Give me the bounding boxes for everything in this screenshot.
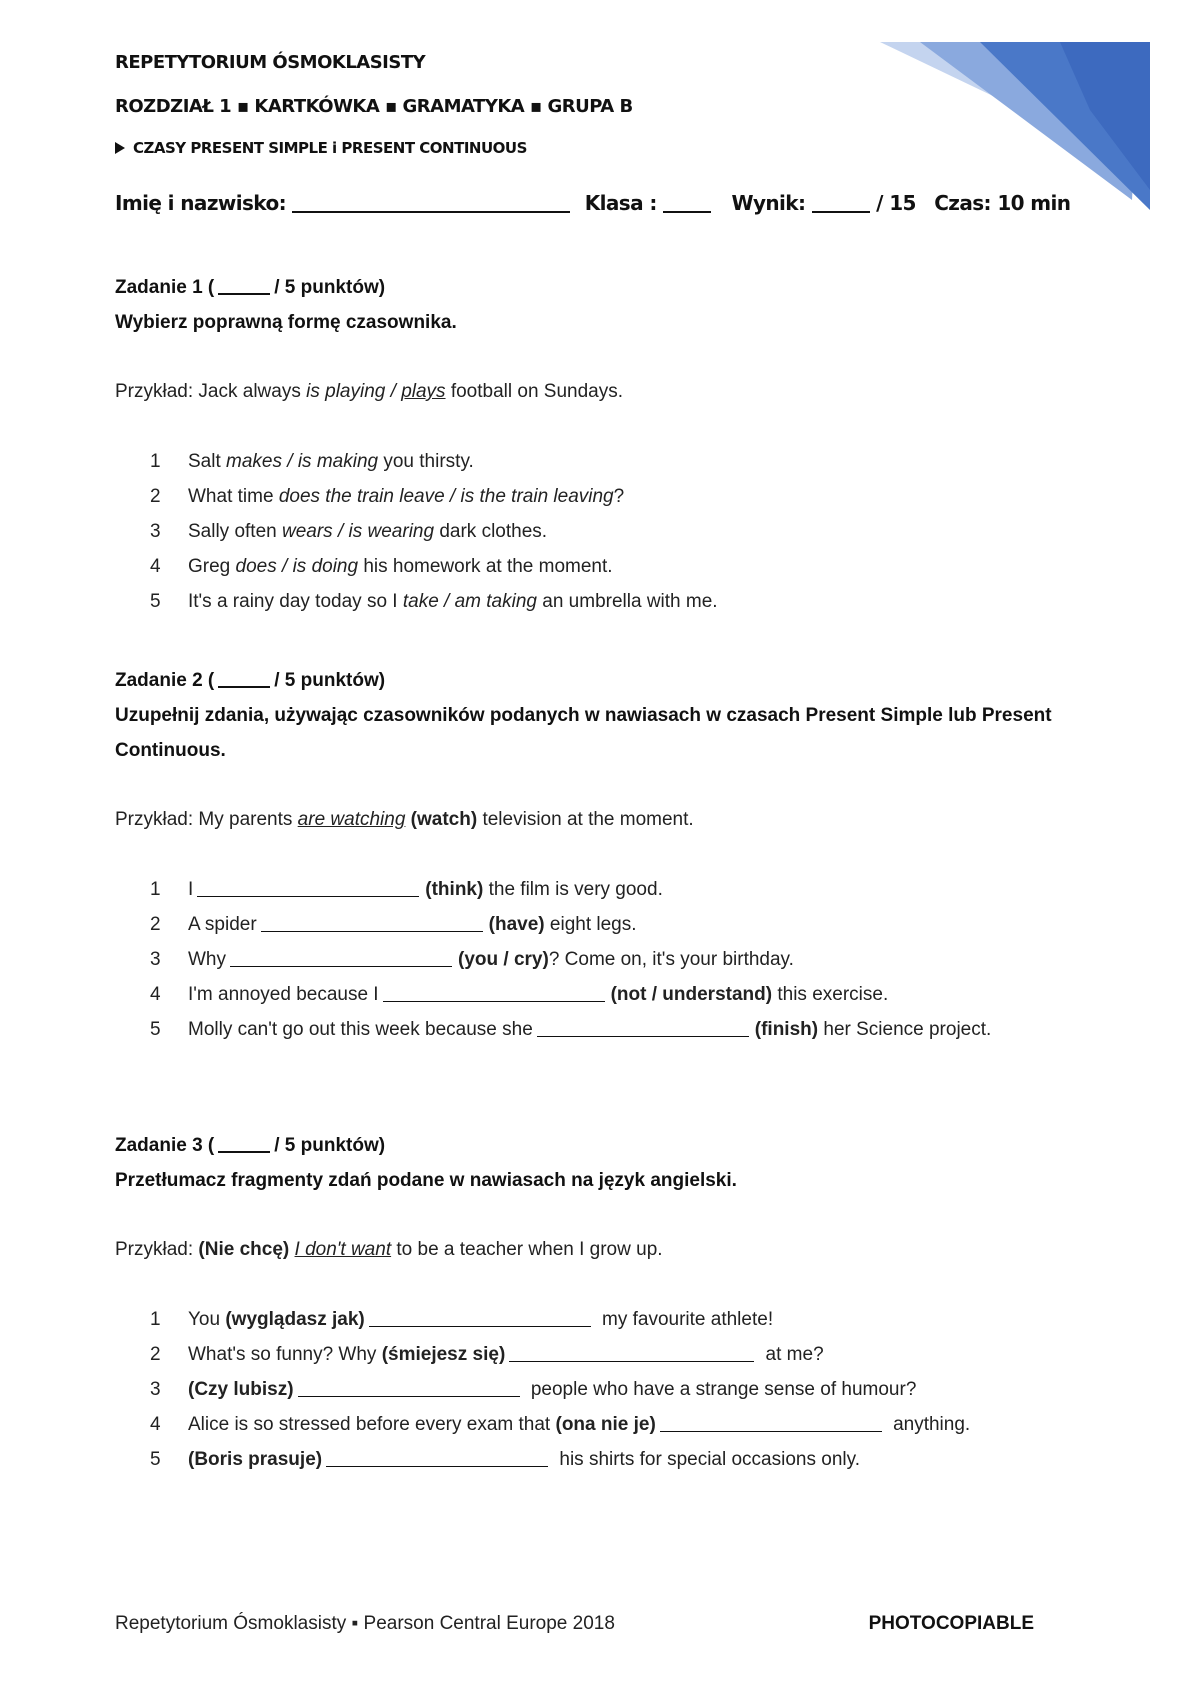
item-text-end: dark clothes. bbox=[434, 521, 548, 542]
example-prefix: Przykład: bbox=[115, 1239, 199, 1260]
list-item bbox=[150, 977, 991, 1012]
item-number: 2 bbox=[150, 1344, 161, 1365]
list-item bbox=[150, 479, 718, 514]
item-text: I'm annoyed because I bbox=[188, 984, 379, 1005]
item-number: 5 bbox=[150, 1019, 161, 1040]
task1-points: / 5 punktów) bbox=[274, 277, 386, 298]
item-number: 1 bbox=[150, 451, 161, 472]
task3-list bbox=[150, 1302, 970, 1477]
task3-instruction: Przetłumacz fragmenty zdań podane w nawiasach na język angielski. bbox=[115, 1170, 737, 1191]
topic-text: CZASY PRESENT SIMPLE i PRESENT CONTINUOUS bbox=[133, 139, 527, 157]
list-item bbox=[150, 1012, 991, 1047]
footer-copyright: Repetytorium Ósmoklasisty ▪ Pearson Central Europe 2018 bbox=[115, 1613, 615, 1634]
example-phrase: (Nie chcę) bbox=[198, 1239, 290, 1260]
item-text-end: this exercise. bbox=[772, 984, 889, 1005]
task2-example bbox=[115, 809, 694, 831]
item-text-end: you thirsty. bbox=[378, 451, 474, 472]
task2-points: / 5 punktów) bbox=[274, 670, 386, 691]
item-text-end: ? Come on, it's your birthday. bbox=[548, 949, 794, 970]
task1-points-field[interactable] bbox=[218, 277, 270, 295]
task1-title bbox=[115, 277, 385, 299]
student-info-row bbox=[115, 191, 1070, 215]
example-prefix: Przykład: Jack always bbox=[115, 381, 307, 402]
task1-example bbox=[115, 381, 623, 403]
list-item bbox=[150, 1407, 970, 1442]
item-text-end: the film is very good. bbox=[483, 879, 663, 900]
item-options[interactable]: does the train leave / is the train leaving bbox=[278, 486, 614, 507]
worksheet-title: REPETYTORIUM ÓSMOKLASISTY bbox=[115, 52, 426, 73]
list-item bbox=[150, 942, 991, 977]
item-text-end: people who have a strange sense of humour? bbox=[525, 1379, 917, 1400]
class-label: Klasa : bbox=[584, 191, 657, 215]
item-text: A spider bbox=[188, 914, 257, 935]
list-item bbox=[150, 584, 718, 619]
item-number: 4 bbox=[150, 984, 161, 1005]
list-item bbox=[150, 1302, 970, 1337]
item-text-end: her Science project. bbox=[818, 1019, 992, 1040]
answer-blank[interactable] bbox=[298, 1379, 520, 1397]
item-text-end: ? bbox=[613, 486, 625, 507]
answer-blank[interactable] bbox=[509, 1344, 754, 1362]
item-number: 2 bbox=[150, 914, 161, 935]
list-item bbox=[150, 1337, 970, 1372]
item-text: Molly can't go out this week because she bbox=[188, 1019, 533, 1040]
answer-blank[interactable] bbox=[369, 1309, 591, 1327]
example-option-a: is playing / bbox=[306, 381, 396, 402]
item-number: 2 bbox=[150, 486, 161, 507]
item-text-end: his homework at the moment. bbox=[358, 556, 613, 577]
list-item bbox=[150, 444, 718, 479]
footer-photocopiable: PHOTOCOPIABLE bbox=[868, 1613, 1034, 1634]
corner-decoration bbox=[860, 0, 1200, 220]
example-suffix: television at the moment. bbox=[477, 809, 694, 830]
triangle-bullet-icon bbox=[115, 142, 125, 154]
item-text: Sally often bbox=[188, 521, 282, 542]
task3-points: / 5 punktów) bbox=[274, 1135, 386, 1156]
worksheet-topic bbox=[115, 139, 527, 157]
list-item bbox=[150, 907, 991, 942]
score-label: Wynik: bbox=[731, 191, 806, 215]
list-item bbox=[150, 1442, 970, 1477]
item-number: 4 bbox=[150, 1414, 161, 1435]
item-text-end: eight legs. bbox=[544, 914, 637, 935]
item-phrase: (ona nie je) bbox=[555, 1414, 656, 1435]
example-verb: (watch) bbox=[405, 809, 478, 830]
example-answer: I don't want bbox=[294, 1239, 392, 1260]
task3-example bbox=[115, 1239, 663, 1261]
item-text: You bbox=[188, 1309, 226, 1330]
list-item bbox=[150, 549, 718, 584]
item-number: 3 bbox=[150, 521, 161, 542]
item-verb: (not / understand) bbox=[610, 984, 773, 1005]
item-text: I bbox=[188, 879, 194, 900]
item-text: What's so funny? Why bbox=[188, 1344, 382, 1365]
task2-instruction: Uzupełnij zdania, używając czasowników podanych w nawiasach w czasach Present Simple lub Present Continuous. bbox=[115, 705, 1052, 761]
task3-points-field[interactable] bbox=[218, 1135, 270, 1153]
list-item bbox=[150, 872, 991, 907]
item-text: Greg bbox=[188, 556, 236, 577]
item-number: 1 bbox=[150, 879, 161, 900]
item-number: 5 bbox=[150, 591, 161, 612]
item-text: Why bbox=[188, 949, 226, 970]
task2-title-text: Zadanie 2 ( bbox=[115, 670, 215, 691]
item-phrase: (śmiejesz się) bbox=[381, 1344, 506, 1365]
item-options[interactable]: take / am taking bbox=[402, 591, 537, 612]
list-item bbox=[150, 514, 718, 549]
answer-blank[interactable] bbox=[230, 949, 452, 967]
item-options[interactable]: makes / is making bbox=[226, 451, 379, 472]
class-field[interactable] bbox=[663, 193, 711, 213]
example-suffix: to be a teacher when I grow up. bbox=[391, 1239, 663, 1260]
item-phrase: (Boris prasuje) bbox=[188, 1449, 323, 1470]
score-max: / 15 bbox=[876, 191, 916, 215]
score-field[interactable] bbox=[812, 193, 870, 213]
item-number: 3 bbox=[150, 949, 161, 970]
answer-blank[interactable] bbox=[537, 1019, 749, 1037]
item-text: What time bbox=[188, 486, 279, 507]
example-suffix: football on Sundays. bbox=[445, 381, 624, 402]
item-text: Alice is so stressed before every exam that bbox=[188, 1414, 556, 1435]
task3-title bbox=[115, 1135, 385, 1157]
item-text: It's a rainy day today so I bbox=[188, 591, 403, 612]
answer-blank[interactable] bbox=[197, 879, 419, 897]
answer-blank[interactable] bbox=[383, 984, 605, 1002]
task2-list bbox=[150, 872, 991, 1047]
task1-title-text: Zadanie 1 ( bbox=[115, 277, 215, 298]
item-text-end: my favourite athlete! bbox=[596, 1309, 774, 1330]
example-answer: are watching bbox=[297, 809, 406, 830]
time-label: Czas: 10 min bbox=[934, 191, 1071, 215]
item-number: 4 bbox=[150, 556, 161, 577]
item-verb: (finish) bbox=[754, 1019, 819, 1040]
item-text-end: his shirts for special occasions only. bbox=[554, 1449, 860, 1470]
task2-points-field[interactable] bbox=[218, 670, 270, 688]
item-verb: (you / cry) bbox=[458, 949, 549, 970]
task1-instruction: Wybierz poprawną formę czasownika. bbox=[115, 312, 457, 333]
item-text-end: at me? bbox=[760, 1344, 824, 1365]
task3-title-text: Zadanie 3 ( bbox=[115, 1135, 215, 1156]
item-phrase: (Czy lubisz) bbox=[188, 1379, 294, 1400]
task1-list bbox=[150, 444, 718, 619]
item-phrase: (wyglądasz jak) bbox=[225, 1309, 365, 1330]
item-text-end: anything. bbox=[887, 1414, 971, 1435]
name-field[interactable] bbox=[292, 193, 570, 213]
list-item bbox=[150, 1372, 970, 1407]
item-options[interactable]: wears / is wearing bbox=[282, 521, 435, 542]
item-options[interactable]: does / is doing bbox=[235, 556, 359, 577]
example-prefix: Przykład: My parents bbox=[115, 809, 298, 830]
answer-blank[interactable] bbox=[261, 914, 483, 932]
item-verb: (think) bbox=[425, 879, 484, 900]
item-text: Salt bbox=[188, 451, 227, 472]
example-option-b: plays bbox=[401, 381, 446, 402]
item-number: 3 bbox=[150, 1379, 161, 1400]
item-number: 1 bbox=[150, 1309, 161, 1330]
answer-blank[interactable] bbox=[660, 1414, 882, 1432]
item-number: 5 bbox=[150, 1449, 161, 1470]
name-label: Imię i nazwisko: bbox=[115, 191, 286, 215]
task2-title bbox=[115, 670, 385, 692]
item-text-end: an umbrella with me. bbox=[536, 591, 718, 612]
answer-blank[interactable] bbox=[326, 1449, 548, 1467]
item-verb: (have) bbox=[488, 914, 545, 935]
worksheet-subtitle: ROZDZIAŁ 1 ▪ KARTKÓWKA ▪ GRAMATYKA ▪ GRUPA B bbox=[115, 96, 633, 117]
